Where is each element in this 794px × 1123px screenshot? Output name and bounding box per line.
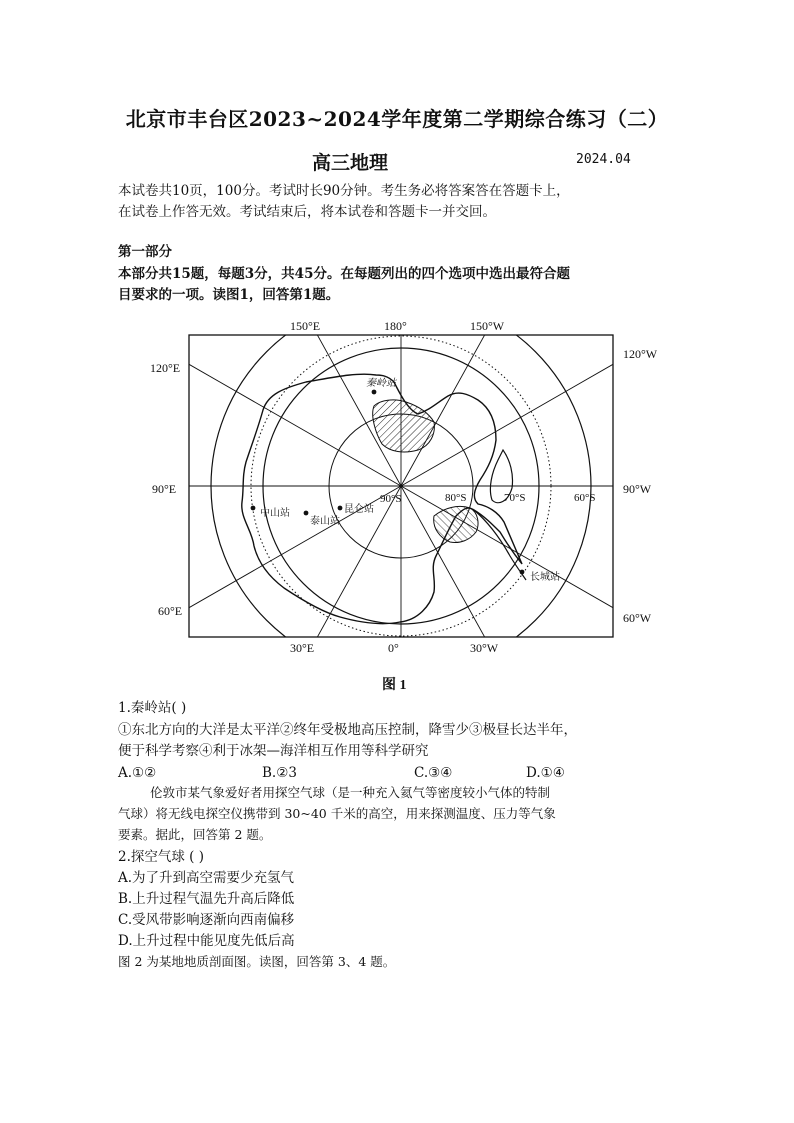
passage2-line-1: 伦敦市某气象爱好者用探空气球（是一种充入氦气等密度较小气体的特制	[150, 785, 551, 800]
antarctic-peninsula	[474, 510, 526, 580]
part1-desc-2: 目要求的一项。读图1，回答第1题。	[118, 287, 340, 303]
part1-heading: 第一部分	[118, 244, 172, 260]
changcheng-station-marker	[520, 570, 525, 575]
q1-options	[118, 763, 638, 783]
lon-label-30w: 30°W	[470, 641, 499, 655]
lon-label-60w: 60°W	[623, 611, 652, 625]
lon-label-90w: 90°W	[623, 482, 652, 496]
taishan-station-label: 泰山站	[310, 516, 340, 527]
q2-option-d[interactable]: D.上升过程中能见度先低后高	[118, 933, 295, 949]
q2-option-c[interactable]: C.受风带影响逐渐向西南偏移	[118, 912, 295, 928]
qinling-station-label: 秦岭站	[366, 378, 396, 389]
q1-option-d[interactable]: D.①④	[526, 765, 565, 781]
q1-stem: 1.秦岭站( )	[118, 700, 187, 716]
kunlun-station-label: 昆仑站	[344, 504, 374, 515]
instructions-line-2: 在试卷上作答无效。考试结束后，将本试卷和答题卡一并交回。	[118, 204, 496, 220]
lon-label-120e: 120°E	[150, 361, 181, 375]
exam-date: 2024.04	[576, 152, 631, 167]
taishan-station-marker	[304, 511, 309, 516]
lon-label-150e: 150°E	[290, 319, 321, 333]
lon-label-60e: 60°E	[158, 604, 183, 618]
q2-option-a[interactable]: A.为了升到高空需要少充氢气	[118, 870, 295, 886]
passage2-line-2: 气球）将无线电探空仪携带到 30~40 千米的高空，用来探测温度、压力等气象	[118, 806, 556, 821]
lon-label-0: 0°	[388, 641, 399, 655]
ross-ice-shelf	[373, 400, 435, 452]
zhongshan-station-label: 中山站	[260, 508, 290, 519]
exam-subject: 高三地理	[312, 152, 389, 174]
lat-label-90s: 90°S	[380, 493, 402, 505]
figure-1-caption: 图 1	[382, 678, 407, 693]
lon-label-30e: 30°E	[290, 641, 315, 655]
kunlun-station-marker	[338, 506, 343, 511]
q1-option-a[interactable]: A.①②	[118, 765, 157, 781]
zhongshan-station-marker	[251, 506, 256, 511]
q1-statements-2: 便于科学考察④利于冰架—海洋相互作用等科学研究	[118, 743, 429, 759]
lon-label-180: 180°	[384, 319, 407, 333]
changcheng-station-label: 长城站	[530, 572, 560, 583]
passage2-line-3: 要素。据此，回答第 2 题。	[118, 827, 272, 842]
q1-option-b[interactable]: B.②3	[262, 765, 297, 781]
exam-title: 北京市丰台区2023~2024学年度第二学期综合练习（二）	[125, 107, 669, 131]
q1-option-c[interactable]: C.③④	[414, 765, 453, 781]
lat-label-80s: 80°S	[445, 492, 467, 504]
lat-label-70s: 70°S	[504, 492, 526, 504]
q2-stem: 2.探空气球 ( )	[118, 849, 204, 865]
figure-2-intro: 图 2 为某地地质剖面图。读图，回答第 3、4 题。	[118, 954, 396, 969]
lon-label-90e: 90°E	[152, 482, 177, 496]
lon-label-150w: 150°W	[470, 319, 505, 333]
lat-label-60s: 60°S	[574, 492, 596, 504]
q1-statements-1: ①东北方向的大洋是太平洋②终年受极地高压控制，降雪少③极昼长达半年，	[118, 722, 577, 738]
part1-desc-1: 本部分共15题，每题3分，共45分。在每题列出的四个选项中选出最符合题	[118, 266, 570, 282]
q2-option-b[interactable]: B.上升过程气温先升高后降低	[118, 891, 295, 907]
instructions-line-1: 本试卷共10页，100分。考试时长90分钟。考生务必将答案答在答题卡上，	[118, 183, 570, 199]
ronne-ice-shelf	[434, 506, 478, 542]
lon-label-120w: 120°W	[623, 347, 658, 361]
qinling-station-marker	[372, 390, 377, 395]
figure-1-antarctica-map	[118, 310, 674, 700]
